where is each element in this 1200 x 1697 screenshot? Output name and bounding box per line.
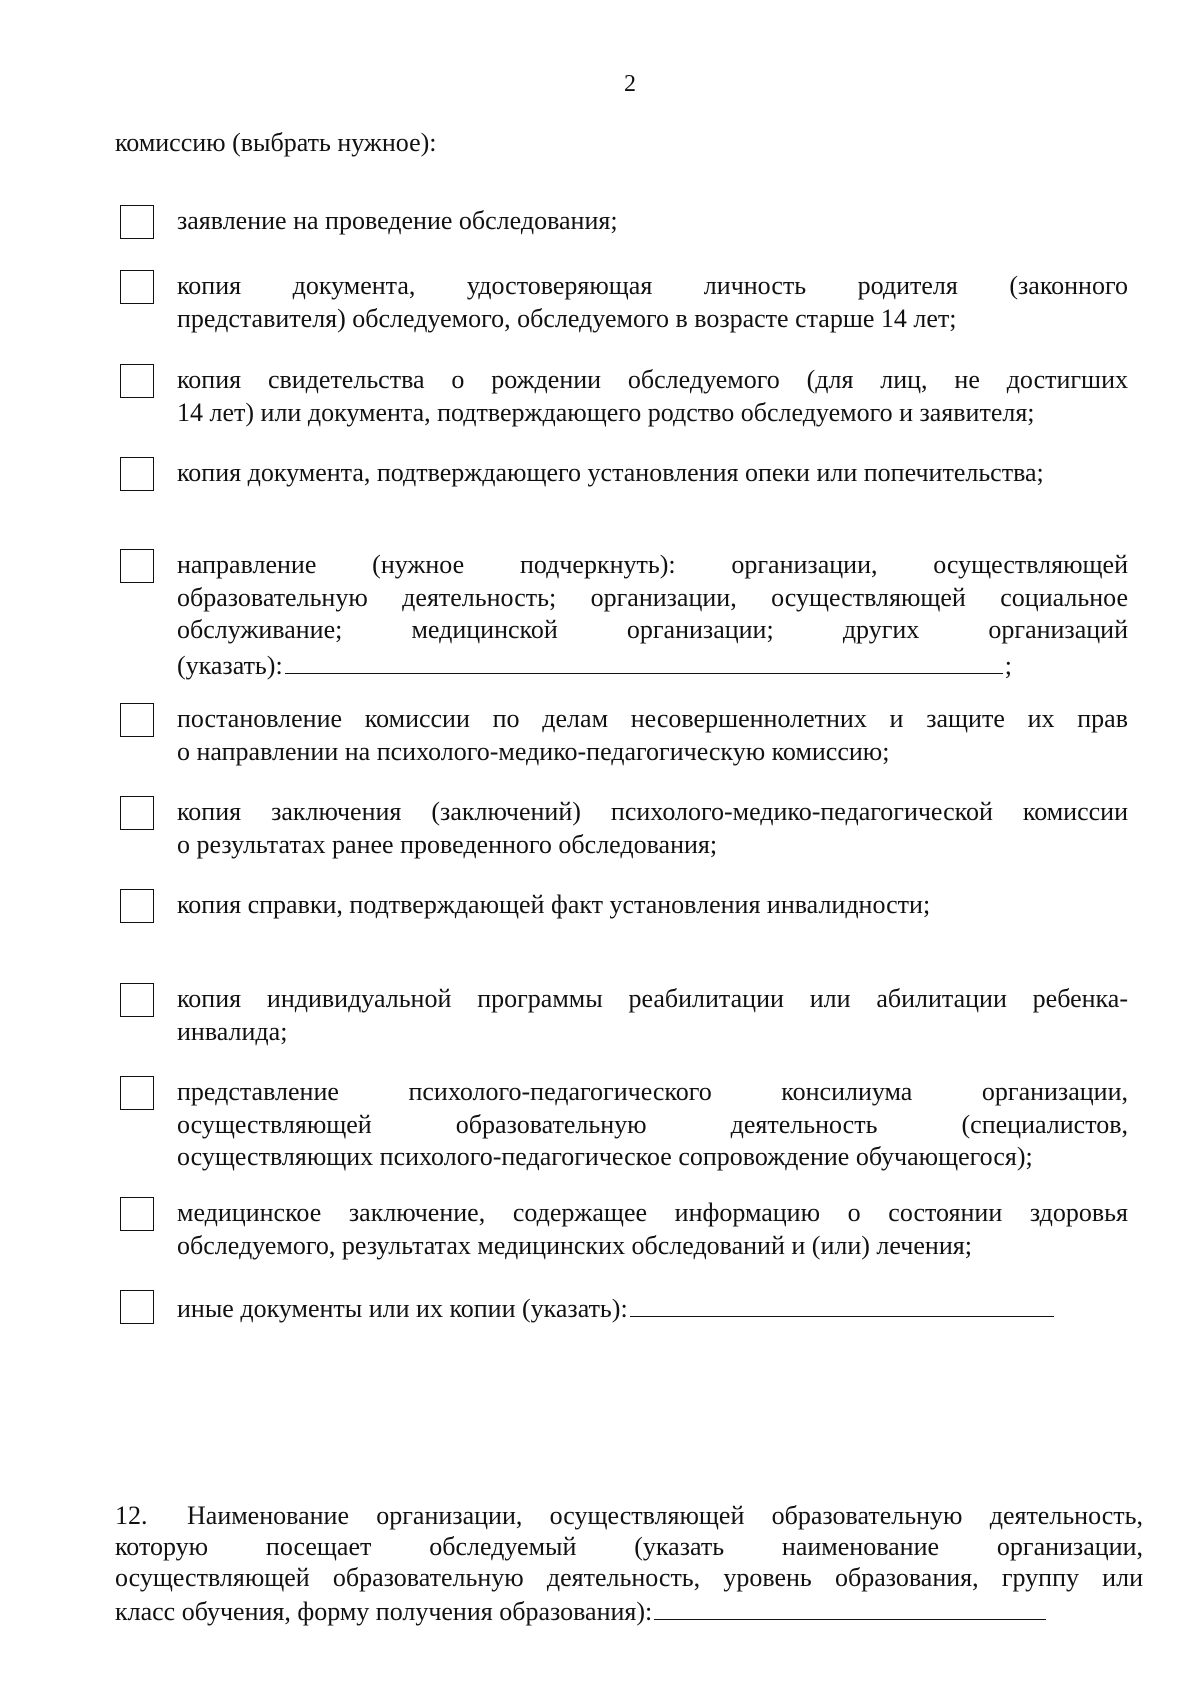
item-text-line: копия справки, подтверждающей факт установления инвалидности; bbox=[177, 890, 931, 919]
item-text-line: о направлении на психолого-медико-педагогическую комиссию; bbox=[177, 736, 890, 766]
checkbox-parent-id-copy[interactable] bbox=[120, 270, 154, 304]
section-text-line: осуществляющей образовательную деятельность, уровень образования, группу или bbox=[115, 1563, 1143, 1592]
item-text-line: заявление на проведение обследования; bbox=[177, 206, 618, 235]
checkbox-referral[interactable] bbox=[120, 549, 154, 583]
page-number: 2 bbox=[624, 71, 636, 97]
checkbox-pmpk-conclusion-copy[interactable] bbox=[120, 796, 154, 830]
item-text-line: направление (нужное подчеркнуть): организации, осуществляющей bbox=[177, 550, 1128, 579]
item-text-line: осуществляющих психолого-педагогическое сопровождение обучающегося); bbox=[177, 1142, 1033, 1171]
checkbox-guardianship-copy[interactable] bbox=[120, 457, 154, 491]
item-text-line: обследуемого, результатах медицинских обследований и (или) лечения; bbox=[177, 1230, 972, 1260]
section-text-line: которую посещает обследуемый (указать наименование организации, bbox=[115, 1532, 1143, 1561]
checkbox-commission-resolution[interactable] bbox=[120, 703, 154, 737]
item-text-line: обслуживание; медицинской организации; других организаций bbox=[177, 615, 1128, 644]
checkbox-medical-conclusion[interactable] bbox=[120, 1197, 154, 1231]
checkbox-other-documents[interactable] bbox=[120, 1290, 154, 1324]
item-text-line: инвалида; bbox=[177, 1016, 288, 1046]
checkbox-birth-certificate-copy[interactable] bbox=[120, 364, 154, 398]
checkbox-rehabilitation-program-copy[interactable] bbox=[120, 983, 154, 1017]
item-text-line: копия заключения (заключений) психолого-медико-педагогической комиссии bbox=[177, 797, 1128, 826]
item-text-line: медицинское заключение, содержащее информацию о состоянии здоровья bbox=[177, 1198, 1128, 1227]
section-12 bbox=[115, 1500, 1143, 1627]
item-text-line: копия документа, удостоверяющая личность родителя (законного bbox=[177, 271, 1128, 300]
organization-name-field[interactable] bbox=[654, 1593, 1046, 1620]
other-documents-field[interactable] bbox=[630, 1290, 1054, 1317]
intro-text: комиссию (выбрать нужное): bbox=[115, 128, 437, 157]
item-text-line: образовательную деятельность; организации, осуществляющей социальное bbox=[177, 582, 1128, 612]
section-number: 12. bbox=[115, 1501, 148, 1530]
item-text-line: копия свидетельства о рождении обследуемого (для лиц, не достигших bbox=[177, 365, 1128, 394]
item-text-line: копия индивидуальной программы реабилитации или абилитации ребенка- bbox=[177, 984, 1128, 1013]
checkbox-disability-certificate-copy[interactable] bbox=[120, 889, 154, 923]
checkbox-consilium-representation[interactable] bbox=[120, 1076, 154, 1110]
other-documents-label: иные документы или их копии (указать): bbox=[177, 1294, 628, 1323]
item-text-line: 14 лет) или документа, подтверждающего родство обследуемого и заявителя; bbox=[177, 397, 1035, 427]
referral-specify-field[interactable] bbox=[285, 647, 1003, 674]
checkbox-application[interactable] bbox=[120, 205, 154, 239]
referral-specify-suffix: ; bbox=[1004, 650, 1012, 680]
referral-specify-label: (указать): bbox=[177, 650, 283, 680]
item-text-line: о результатах ранее проведенного обследования; bbox=[177, 829, 718, 859]
item-text-line: представителя) обследуемого, обследуемого в возрасте старше 14 лет; bbox=[177, 303, 957, 333]
item-text-line: осуществляющей образовательную деятельность (специалистов, bbox=[177, 1109, 1128, 1139]
item-text-line: представление психолого-педагогического консилиума организации, bbox=[177, 1077, 1128, 1106]
organization-name-label: класс обучения, форму получения образования): bbox=[115, 1597, 653, 1626]
item-text-line: копия документа, подтверждающего установления опеки или попечительства; bbox=[177, 458, 1044, 487]
section-text-line: Наименование организации, осуществляющей образовательную деятельность, bbox=[187, 1501, 1143, 1530]
item-text-line: постановление комиссии по делам несовершеннолетних и защите их прав bbox=[177, 704, 1128, 733]
